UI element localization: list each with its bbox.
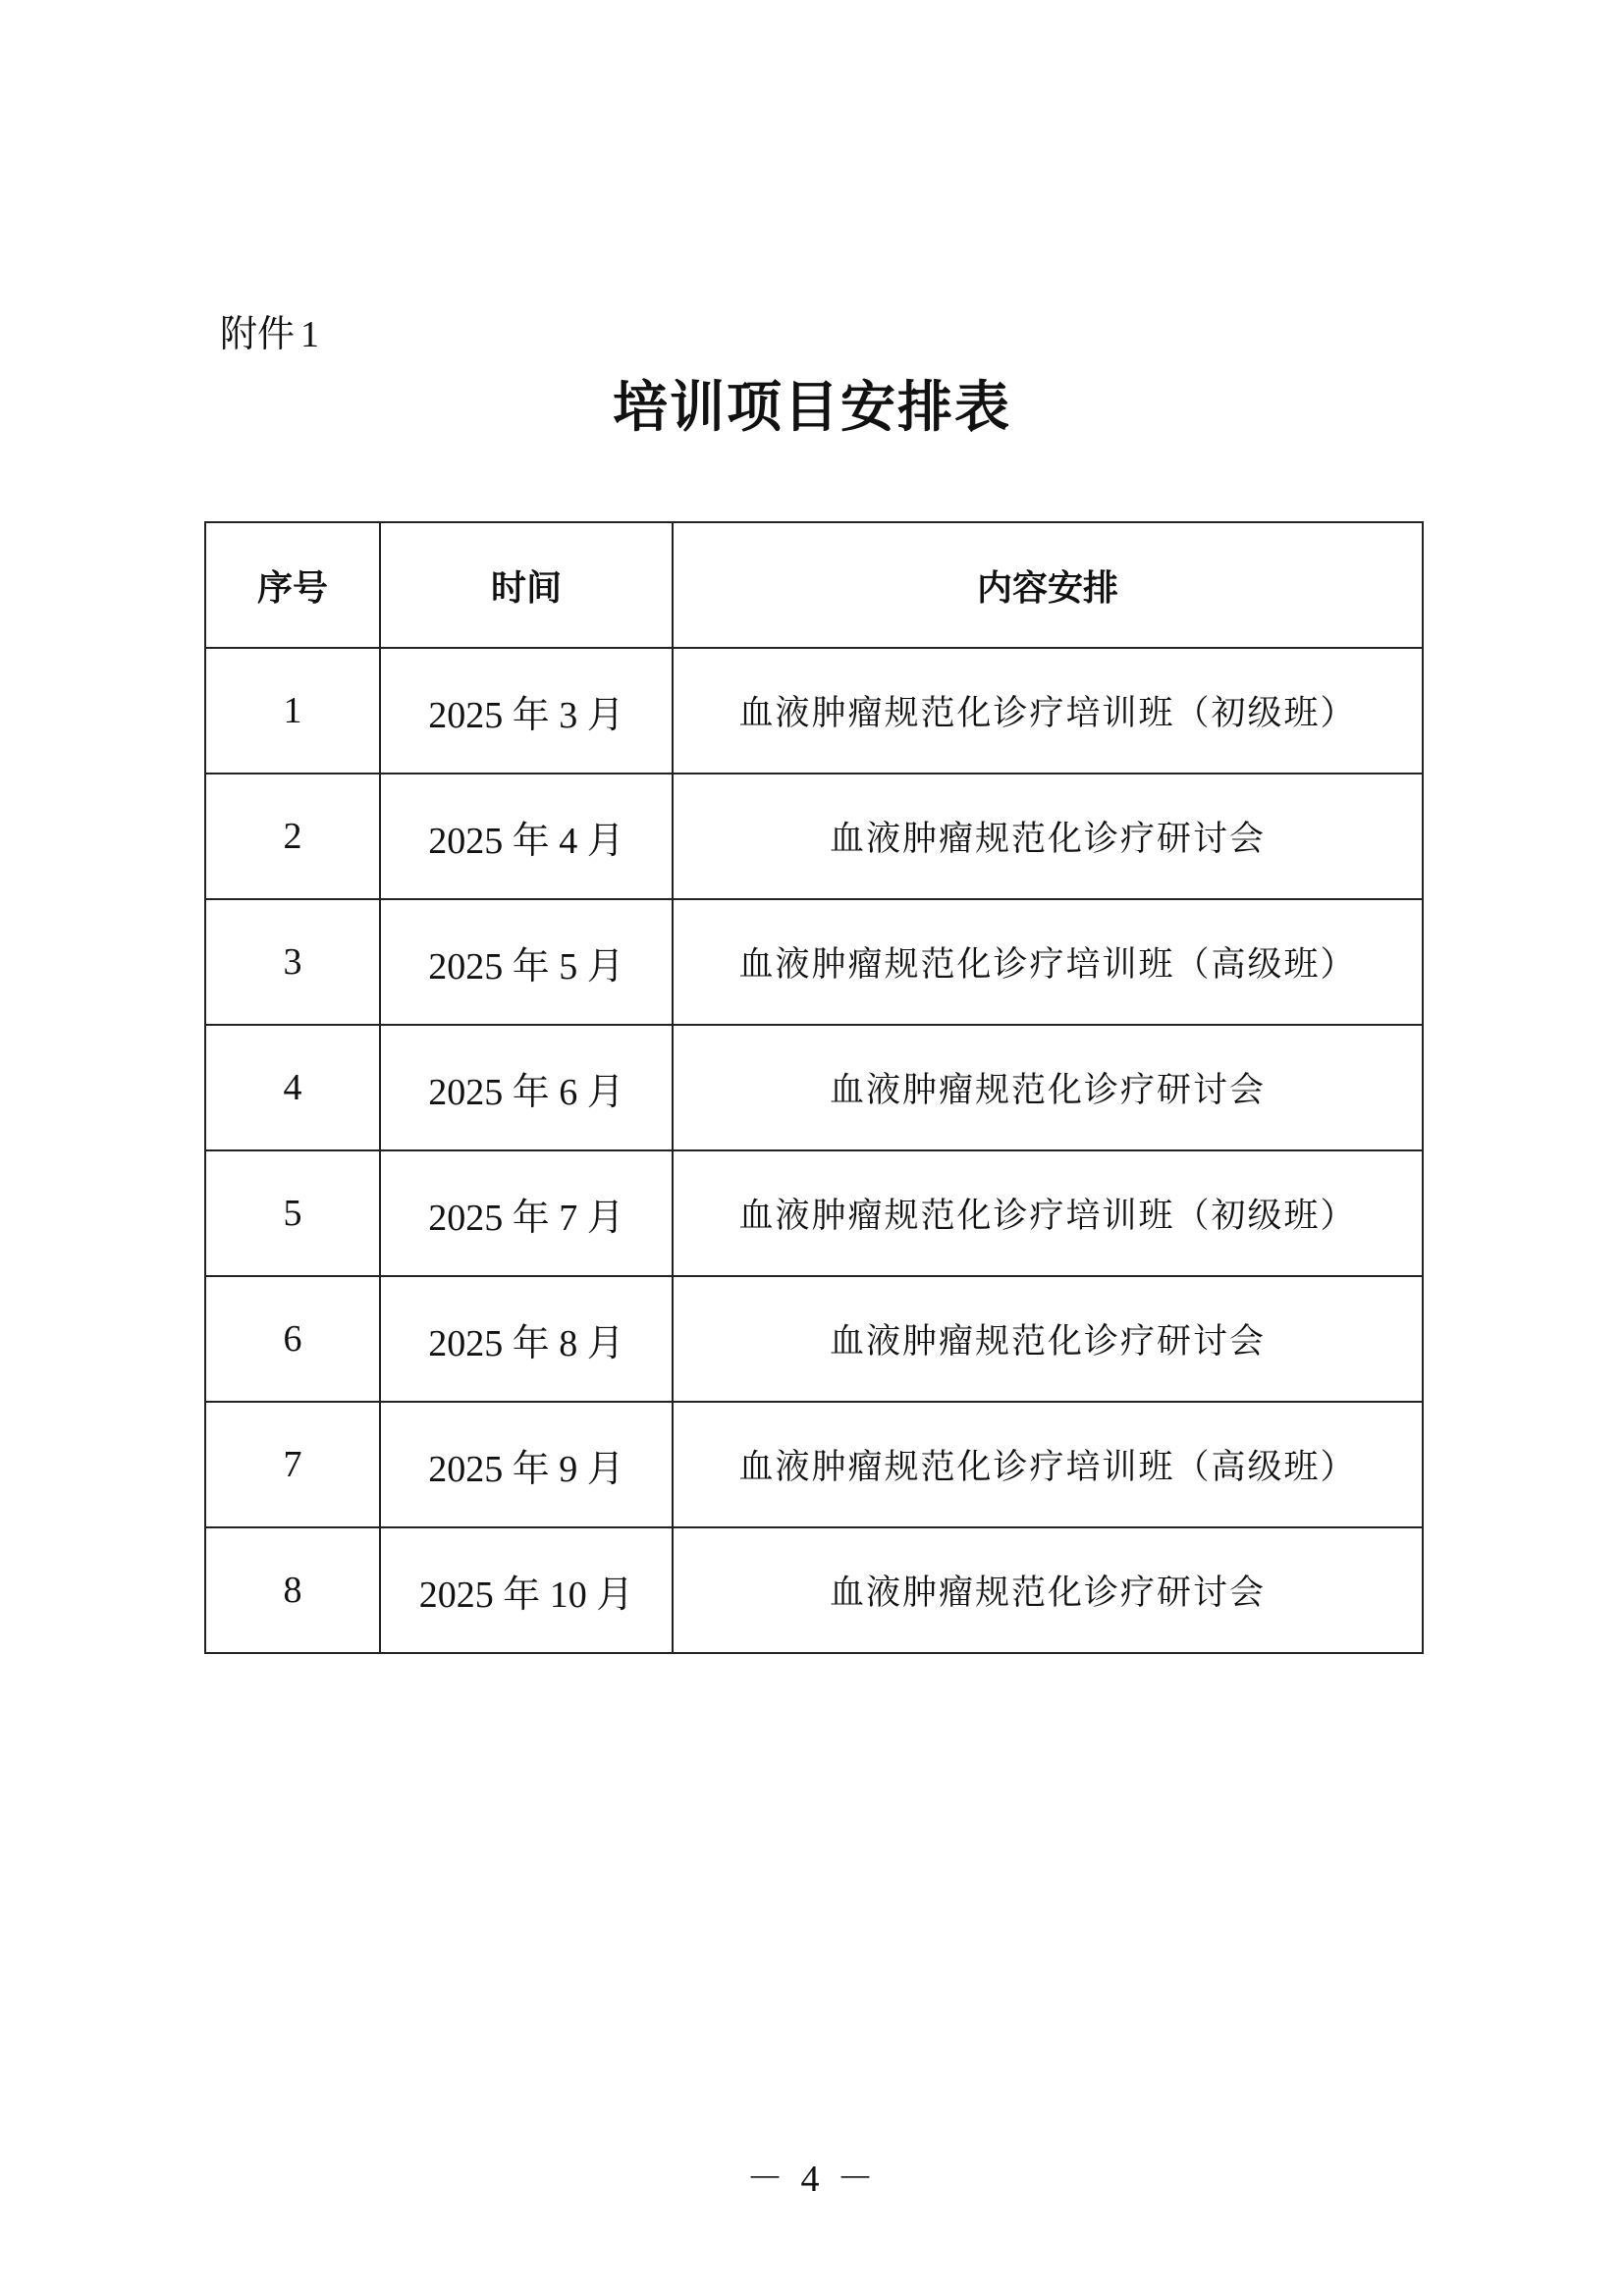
row-seq: 6: [205, 1276, 380, 1402]
table-row: [205, 648, 1423, 774]
training-schedule-table: [204, 521, 1424, 1654]
attachment-label: [220, 306, 319, 362]
row-content: 血液肿瘤规范化诊疗研讨会: [673, 1025, 1423, 1150]
row-date: 2025 年 8 月: [380, 1276, 673, 1402]
row-date: 2025 年 5 月: [380, 899, 673, 1025]
attachment-label-text: 附件: [220, 312, 296, 355]
row-seq: 3: [205, 899, 380, 1025]
row-date: 2025 年 4 月: [380, 774, 673, 899]
row-content: 血液肿瘤规范化诊疗培训班（初级班）: [673, 648, 1423, 774]
row-content: 血液肿瘤规范化诊疗培训班（初级班）: [673, 1150, 1423, 1276]
row-date: 2025 年 9 月: [380, 1402, 673, 1527]
row-seq: 1: [205, 648, 380, 774]
row-seq: 2: [205, 774, 380, 899]
table-row: [205, 774, 1423, 899]
row-seq: 5: [205, 1150, 380, 1276]
row-date: 2025 年 6 月: [380, 1025, 673, 1150]
attachment-number: 1: [300, 314, 320, 355]
row-content: 血液肿瘤规范化诊疗培训班（高级班）: [673, 899, 1423, 1025]
row-date: 2025 年 7 月: [380, 1150, 673, 1276]
table-row: [205, 1276, 1423, 1402]
row-seq: 4: [205, 1025, 380, 1150]
row-content: 血液肿瘤规范化诊疗研讨会: [673, 1276, 1423, 1402]
table-header-row: [205, 522, 1423, 648]
table-row: [205, 1150, 1423, 1276]
row-seq: 7: [205, 1402, 380, 1527]
table-row: [205, 899, 1423, 1025]
header-date: 时间: [380, 522, 673, 648]
row-content: 血液肿瘤规范化诊疗培训班（高级班）: [673, 1402, 1423, 1527]
header-content: 内容安排: [673, 522, 1423, 648]
table-row: [205, 1527, 1423, 1653]
row-date: 2025 年 10 月: [380, 1527, 673, 1653]
row-content: 血液肿瘤规范化诊疗研讨会: [673, 774, 1423, 899]
page-number: － 4 －: [745, 2159, 878, 2200]
header-seq: 序号: [205, 522, 380, 648]
table-row: [205, 1025, 1423, 1150]
row-content: 血液肿瘤规范化诊疗研讨会: [673, 1527, 1423, 1653]
table-row: [205, 1402, 1423, 1527]
row-seq: 8: [205, 1527, 380, 1653]
page-title: 培训项目安排表: [613, 376, 1011, 440]
row-date: 2025 年 3 月: [380, 648, 673, 774]
